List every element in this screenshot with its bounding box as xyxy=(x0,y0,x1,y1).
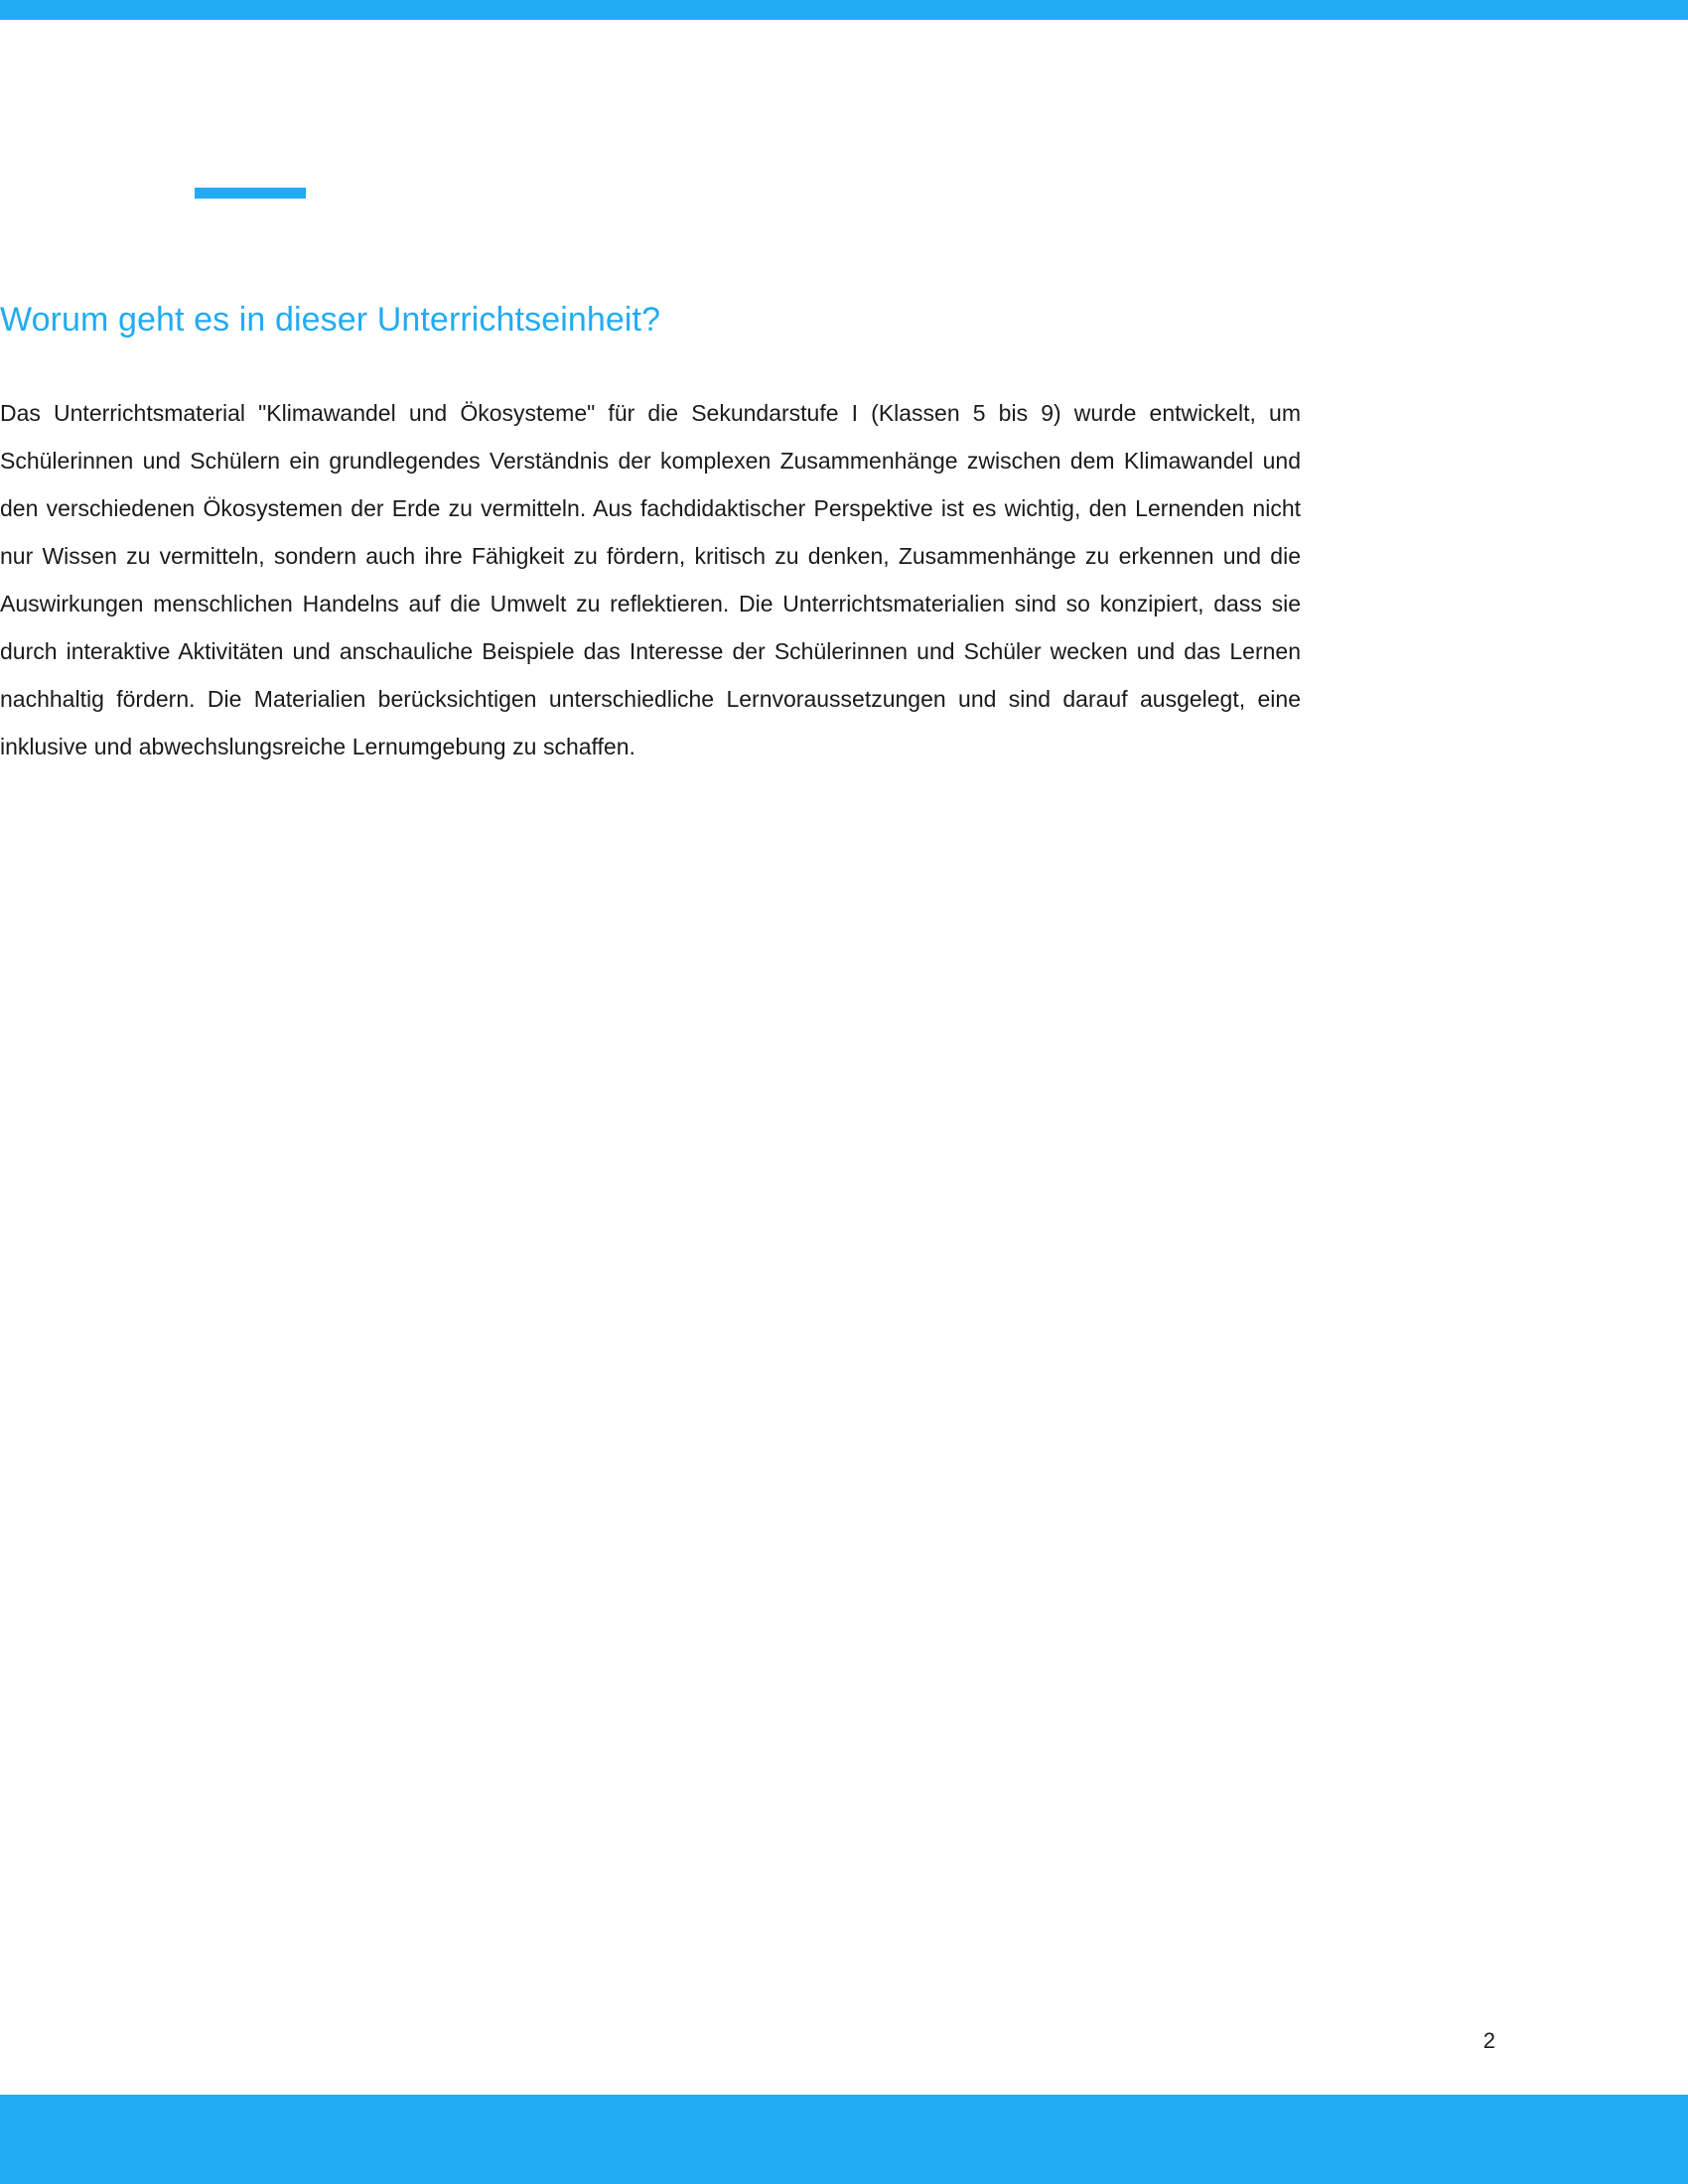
page-number: 2 xyxy=(1482,2028,1495,2053)
page-title: Worum geht es in dieser Unterrichtseinheit? xyxy=(0,301,661,339)
top-accent-bar xyxy=(0,0,1688,20)
heading-accent-dash xyxy=(195,188,306,199)
bottom-accent-bar xyxy=(0,2095,1688,2184)
section-body-text: Das Unterrichtsmaterial "Klimawandel und Ökosysteme" für die Sekundarstufe I (Klassen 5 bis 9) wurde entwickelt, um Schülerinnen und Schülern ein grundlegendes Verständnis der komplexen Zusammenhänge zwischen dem Klimawandel und den verschiedenen Ökosystemen der Erde zu vermitteln. Aus fachdidaktischer Perspektive ist es wichtig, den Lernenden nicht nur Wissen zu vermitteln, sondern auch ihre Fähigkeit zu fördern, kritisch zu denken, Zusammenhänge zu erkennen und die Auswirkungen menschlichen Handelns auf die Umwelt zu reflektieren. Die Unterrichtsmaterialien sind so konzipiert, dass sie durch interaktive Aktivitäten und anschauliche Beispiele das Interesse der Schülerinnen und Schüler wecken und das Lernen nachhaltig fördern. Die Materialien berücksichtigen unterschiedliche Lernvoraussetzungen und sind darauf ausgelegt, eine inklusive und abwechslungsreiche Lernumgebung zu schaffen. xyxy=(0,400,1301,759)
